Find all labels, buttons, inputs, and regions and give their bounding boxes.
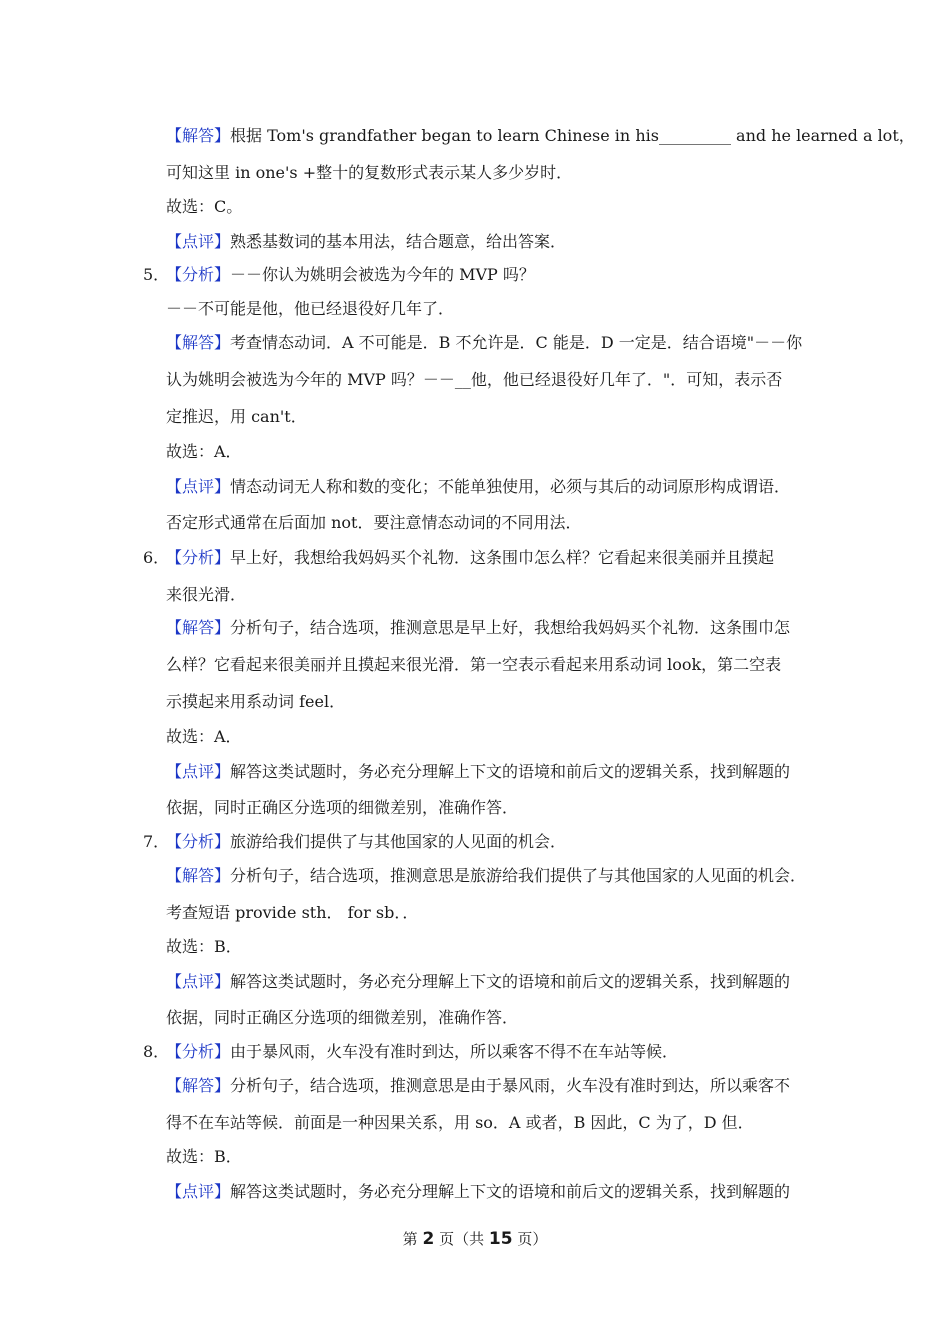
comment-line xyxy=(166,476,790,498)
question-number-6: 6． xyxy=(143,548,170,567)
analysis-text: 由于暴风雨，火车没有准时到达，所以乘客不得不在车站等候． xyxy=(230,1042,679,1061)
comment-continuation: 依据，同时正确区分选项的细微差别，准确作答． xyxy=(166,798,519,817)
answer-text: 考查情态动词．A 不可能是．B 不允许是．C 能是．D 一定是．结合语境"－－你 xyxy=(230,333,803,352)
answer-tag: 【解答】 xyxy=(166,126,231,145)
answer-tag: 【解答】 xyxy=(166,333,231,352)
page-number: 2 xyxy=(422,1229,435,1249)
question-number-7: 7． xyxy=(143,832,170,851)
answer-continuation: 得不在车站等候．前面是一种因果关系，用 so．A 或者，B 因此，C 为了，D 但． xyxy=(166,1113,754,1132)
comment-tag: 【点评】 xyxy=(166,972,231,991)
footer-prefix: 第 xyxy=(402,1230,418,1248)
answer-line xyxy=(166,332,802,354)
comment-continuation: 依据，同时正确区分选项的细微差别，准确作答． xyxy=(166,1008,519,1027)
answer-continuation: 可知这里 in one's +整十的复数形式表示某人多少岁时． xyxy=(166,163,573,182)
analysis-line xyxy=(166,831,566,853)
comment-text: 解答这类试题时，务必充分理解上下文的语境和前后文的逻辑关系，找到解题的 xyxy=(230,972,791,991)
analysis-continuation: －－不可能是他，他已经退役好几年了． xyxy=(166,299,455,318)
choice-line: 故选：A． xyxy=(166,442,242,461)
analysis-continuation: 来很光滑． xyxy=(166,585,247,604)
answer-tag: 【解答】 xyxy=(166,1076,231,1095)
answer-line xyxy=(166,1075,790,1097)
analysis-line xyxy=(166,547,774,569)
comment-continuation: 否定形式通常在后面加 not．要注意情态动词的不同用法． xyxy=(166,513,582,532)
analysis-tag: 【分析】 xyxy=(166,1042,231,1061)
comment-tag: 【点评】 xyxy=(166,477,231,496)
answer-text: 根据 Tom's grandfather began to learn Chinese in his_________ and he learned a lot， xyxy=(230,126,915,145)
question-number-5: 5． xyxy=(143,265,170,284)
page-footer xyxy=(0,1228,950,1250)
comment-tag: 【点评】 xyxy=(166,762,231,781)
choice-line: 故选：A． xyxy=(166,727,242,746)
comment-text: 解答这类试题时，务必充分理解上下文的语境和前后文的逻辑关系，找到解题的 xyxy=(230,1182,791,1201)
comment-line xyxy=(166,1181,790,1203)
choice-line: 故选：B． xyxy=(166,1147,242,1166)
analysis-line xyxy=(166,264,535,286)
choice-line: 故选：B． xyxy=(166,937,242,956)
analysis-text: －－你认为姚明会被选为今年的 MVP 吗？ xyxy=(230,265,535,284)
answer-line xyxy=(166,865,806,887)
answer-text: 分析句子，结合选项，推测意思是由于暴风雨，火车没有准时到达，所以乘客不 xyxy=(230,1076,791,1095)
answer-line xyxy=(166,617,790,639)
answer-continuation: 定推迟，用 can't． xyxy=(166,407,307,426)
analysis-line xyxy=(166,1041,678,1063)
footer-middle: 页（共 xyxy=(439,1230,485,1248)
footer-suffix: 页） xyxy=(517,1230,548,1248)
comment-tag: 【点评】 xyxy=(166,232,231,251)
analysis-text: 旅游给我们提供了与其他国家的人见面的机会． xyxy=(230,832,567,851)
analysis-tag: 【分析】 xyxy=(166,548,231,567)
comment-line xyxy=(166,761,790,783)
analysis-tag: 【分析】 xyxy=(166,832,231,851)
comment-text: 情态动词无人称和数的变化；不能单独使用，必须与其后的动词原形构成谓语． xyxy=(230,477,791,496)
answer-line xyxy=(166,125,915,147)
analysis-tag: 【分析】 xyxy=(166,265,231,284)
comment-line xyxy=(166,231,566,253)
answer-continuation: 示摸起来用系动词 feel． xyxy=(166,692,346,711)
comment-text: 解答这类试题时，务必充分理解上下文的语境和前后文的逻辑关系，找到解题的 xyxy=(230,762,791,781)
answer-tag: 【解答】 xyxy=(166,866,231,885)
comment-line xyxy=(166,971,790,993)
analysis-text: 早上好，我想给我妈妈买个礼物．这条围巾怎么样？它看起来很美丽并且摸起 xyxy=(230,548,775,567)
answer-text: 分析句子，结合选项，推测意思是早上好，我想给我妈妈买个礼物．这条围巾怎 xyxy=(230,618,791,637)
answer-continuation: 认为姚明会被选为今年的 MVP 吗？－－__他，他已经退役好几年了．"．可知，表示否 xyxy=(166,370,783,389)
question-number-8: 8． xyxy=(143,1042,170,1061)
page-total: 15 xyxy=(488,1229,513,1249)
comment-text: 熟悉基数词的基本用法，结合题意，给出答案． xyxy=(230,232,567,251)
choice-line: 故选：C。 xyxy=(166,197,243,216)
answer-tag: 【解答】 xyxy=(166,618,231,637)
comment-tag: 【点评】 xyxy=(166,1182,231,1201)
answer-continuation: 考查短语 provide sth． for sb．． xyxy=(166,903,419,922)
answer-continuation: 么样？它看起来很美丽并且摸起来很光滑．第一空表示看起来用系动词 look，第二空表 xyxy=(166,655,782,674)
answer-text: 分析句子，结合选项，推测意思是旅游给我们提供了与其他国家的人见面的机会． xyxy=(230,866,807,885)
